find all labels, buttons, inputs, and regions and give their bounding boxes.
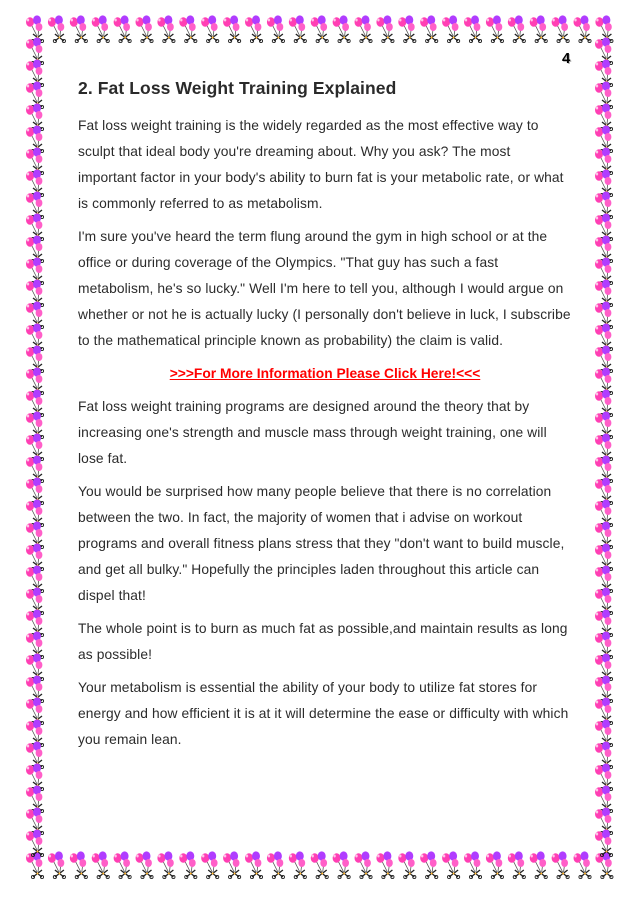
balloon-scissors-icon: [267, 15, 285, 42]
balloon-scissors-icon: [311, 851, 329, 878]
balloon-scissors-icon: [442, 851, 460, 878]
balloon-scissors-icon: [157, 15, 175, 42]
balloon-scissors-icon: [48, 15, 66, 42]
balloon-scissors-icon: [464, 15, 482, 42]
balloon-scissors-icon: [530, 15, 548, 42]
balloon-scissors-icon: [355, 15, 373, 42]
balloon-scissors-icon: [136, 15, 154, 42]
balloon-scissors-icon: [245, 15, 263, 42]
paragraph-6: Your metabolism is essential the ability of your body to utilize fat stores for energy and how efficient it is at it will determine the ease or difficulty with which you remain lean.: [78, 680, 569, 747]
paragraph-2: I'm sure you've heard the term flung around the gym in high school or at the office or during coverage of the Olympics. "That guy has such a fast metabolism, he's so lucky." Well I'm here to tell you, although I would argue on whether or not he is actually lucky (I personally don't believe in luck, I subscribe to the mathematical principle known as probability) the claim is valid.: [78, 229, 571, 348]
balloon-scissors-icon: [464, 851, 482, 878]
balloon-scissors-icon: [223, 851, 241, 878]
balloon-scissors-icon: [136, 851, 154, 878]
balloon-scissors-icon: [486, 15, 504, 42]
paragraph-3: Fat loss weight training programs are designed around the theory that by increasing one's strength and muscle mass through weight training, one will lose fat.: [78, 399, 547, 466]
section-heading: 2. Fat Loss Weight Training Explained: [78, 78, 397, 98]
balloon-scissors-icon: [420, 851, 438, 878]
balloon-scissors-icon: [574, 15, 592, 42]
balloon-scissors-icon: [289, 851, 307, 878]
balloon-scissors-icon: [201, 851, 219, 878]
balloon-scissors-icon: [508, 15, 526, 42]
balloon-scissors-icon: [114, 15, 132, 42]
balloon-scissors-icon: [595, 851, 613, 878]
balloon-scissors-icon: [223, 15, 241, 42]
balloon-scissors-icon: [157, 851, 175, 878]
balloon-scissors-icon: [289, 15, 307, 42]
balloon-scissors-icon: [530, 851, 548, 878]
balloon-scissors-icon: [245, 851, 263, 878]
balloon-scissors-icon: [508, 851, 526, 878]
paragraph-5: The whole point is to burn as much fat as possible,and maintain results as long as possible!: [78, 621, 568, 662]
balloon-scissors-icon: [552, 851, 570, 878]
balloon-scissors-icon: [376, 15, 394, 42]
balloon-scissors-icon: [398, 15, 416, 42]
balloon-scissors-icon: [179, 851, 197, 878]
balloon-scissors-icon: [398, 851, 416, 878]
balloon-scissors-icon: [114, 851, 132, 878]
balloon-scissors-icon: [486, 851, 504, 878]
balloon-scissors-icon: [311, 15, 329, 42]
balloon-scissors-icon: [267, 851, 285, 878]
paragraph-1: Fat loss weight training is the widely regarded as the most effective way to sculpt that ideal body you're dreaming about. Why you ask? The most important factor in your body's ability to burn fat is your metabolic rate, or what is commonly referred to as metabolism.: [78, 118, 564, 211]
balloon-scissors-icon: [70, 851, 88, 878]
balloon-scissors-icon: [92, 15, 110, 42]
more-information-link[interactable]: >>>For More Information Please Click Here!<<<: [169, 366, 481, 381]
balloon-scissors-icon: [70, 15, 88, 42]
balloon-scissors-icon: [420, 15, 438, 42]
balloon-scissors-icon: [574, 851, 592, 878]
balloon-scissors-icon: [201, 15, 219, 42]
balloon-scissors-icon: [333, 15, 351, 42]
balloon-scissors-icon: [442, 15, 460, 42]
document-body: [78, 78, 572, 760]
balloon-scissors-icon: [552, 15, 570, 42]
balloon-scissors-icon: [179, 15, 197, 42]
paragraph-4: You would be surprised how many people believe that there is no correlation between the two. In fact, the majority of women that i advise on workout programs and overall fitness plans stress that they "don't want to build muscle, and get all bulky." Hopefully the principles laden throughout this article can dispel that!: [78, 484, 565, 603]
balloon-scissors-icon: [48, 851, 66, 878]
balloon-scissors-icon: [92, 851, 110, 878]
balloon-scissors-icon: [376, 851, 394, 878]
page-number: 4: [562, 50, 571, 67]
balloon-scissors-icon: [355, 851, 373, 878]
balloon-scissors-icon: [333, 851, 351, 878]
